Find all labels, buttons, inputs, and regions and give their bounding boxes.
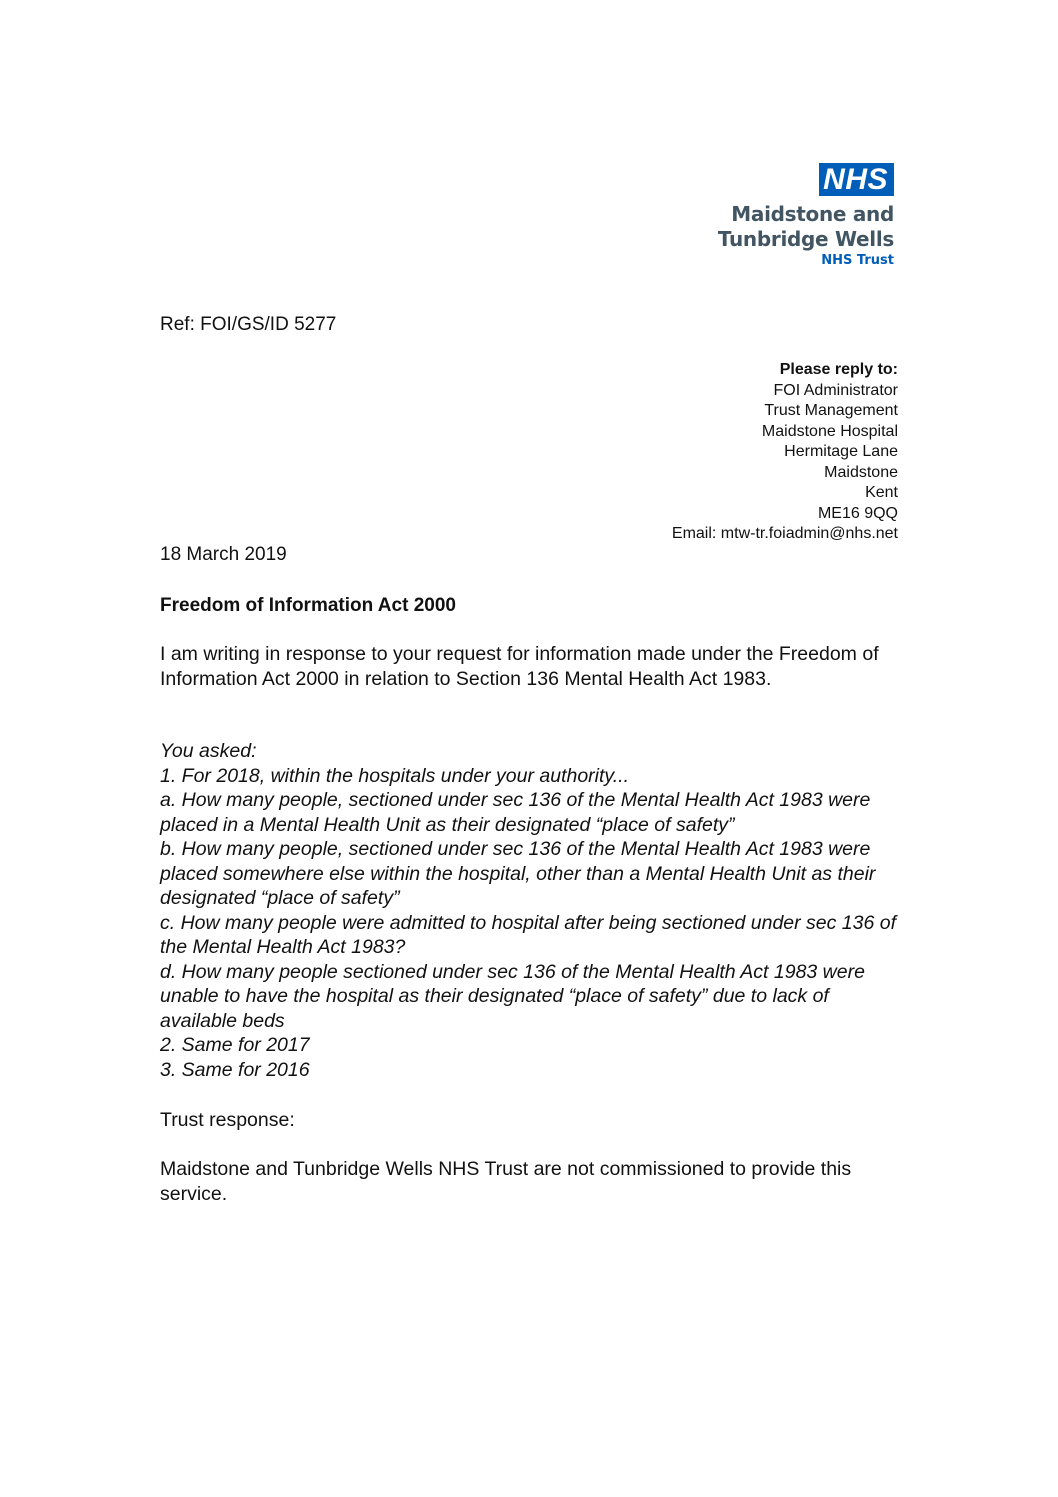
intro-paragraph: I am writing in response to your request for information made under the Freedom of Information Act 2000 in relation to Section 136 Mental Health Act 1983. — [160, 643, 879, 690]
act-title: Freedom of Information Act 2000 — [160, 595, 456, 616]
response-text: Maidstone and Tunbridge Wells NHS Trust are not commissioned to provide this service. — [160, 1158, 852, 1205]
reply-address-heading: Please reply to: — [779, 361, 898, 378]
letter-date: 18 March 2019 — [160, 544, 287, 565]
logo-org-line-1: Maidstone and — [731, 202, 894, 226]
address-email: Email: mtw-tr.foiadmin@nhs.net — [671, 525, 898, 542]
response-label: Trust response: — [160, 1109, 295, 1131]
question-item: 3. Same for 2016 — [160, 1058, 310, 1081]
question-item: 2. Same for 2017 — [160, 1034, 310, 1056]
question-item: c. How many people were admitted to hospital after being sectioned under sec 136 of the Mental Health Act 1983? — [160, 911, 897, 958]
nhs-logo-box: NHS — [819, 163, 894, 196]
nhs-trust-logo — [718, 163, 894, 270]
questions-block — [160, 739, 900, 1082]
address-line: ME16 9QQ — [817, 504, 898, 522]
address-line: Maidstone — [824, 463, 898, 481]
reference-number: Ref: FOI/GS/ID 5277 — [160, 314, 337, 335]
question-item: 1. For 2018, within the hospitals under your authority... — [160, 764, 629, 787]
logo-org-sub: NHS Trust — [821, 253, 894, 268]
address-line: Maidstone Hospital — [761, 422, 898, 440]
question-item: a. How many people, sectioned under sec 136 of the Mental Health Act 1983 were placed in a Mental Health Unit as their designated “place of safety” — [160, 789, 871, 836]
question-item: b. How many people, sectioned under sec 136 of the Mental Health Act 1983 were placed somewhere else within the hospital, other than a Mental Health Unit as their designated “place of safety” — [160, 838, 876, 909]
address-line: Kent — [865, 484, 898, 501]
questions-heading: You asked: — [160, 740, 257, 762]
question-item: d. How many people sectioned under sec 136 of the Mental Health Act 1983 were unable to have the hospital as their designated “place of safety” due to lack of available beds — [160, 960, 865, 1032]
address-line: Trust Management — [764, 402, 898, 419]
address-line: FOI Administrator — [773, 381, 898, 399]
logo-org-line-2: Tunbridge Wells — [717, 227, 894, 251]
address-line: Hermitage Lane — [784, 443, 898, 460]
reply-address-block — [672, 360, 898, 545]
